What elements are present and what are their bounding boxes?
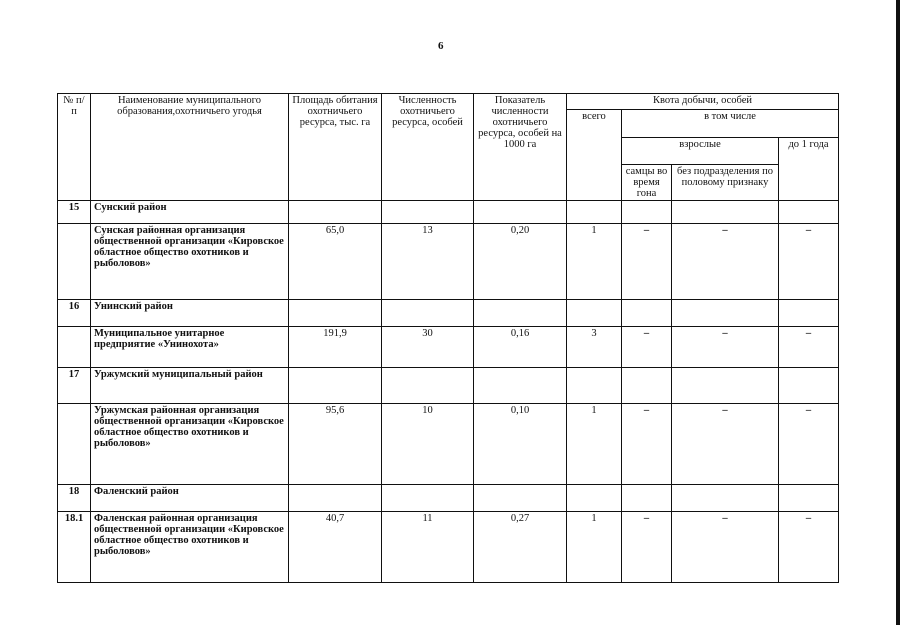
district-row [58, 201, 839, 224]
quota-under1-cell: – [779, 327, 839, 368]
quota-under1-cell: – [779, 404, 839, 485]
header-nosex: без подразделения по половому признаку [672, 165, 779, 201]
header-total: всего [567, 110, 622, 201]
header-count: Численность охотничьего ресурса, особей [382, 94, 474, 201]
count-cell: 13 [382, 224, 474, 300]
quota-nosex-cell: – [672, 224, 779, 300]
count-cell [382, 300, 474, 327]
quota-under1-cell [779, 368, 839, 404]
district-name: Унинский район [91, 300, 289, 327]
quota-males-cell [622, 485, 672, 512]
table-row [58, 224, 839, 300]
area-cell [289, 368, 382, 404]
density-cell: 0,10 [474, 404, 567, 485]
table-row [58, 327, 839, 368]
quota-total-cell: 1 [567, 404, 622, 485]
district-row [58, 485, 839, 512]
header-males: самцы во время гона [622, 165, 672, 201]
quota-under1-cell [779, 485, 839, 512]
header-adults: взрослые [622, 137, 779, 165]
district-name: Уржумский муниципальный район [91, 368, 289, 404]
count-cell: 11 [382, 512, 474, 583]
district-row [58, 368, 839, 404]
header-quota: Квота добычи, особей [567, 94, 839, 110]
density-cell: 0,27 [474, 512, 567, 583]
row-number: 18 [58, 485, 91, 512]
area-cell [289, 300, 382, 327]
quota-under1-cell [779, 300, 839, 327]
row-number: 16 [58, 300, 91, 327]
area-cell: 40,7 [289, 512, 382, 583]
count-cell: 30 [382, 327, 474, 368]
quota-males-cell: – [622, 327, 672, 368]
density-cell: 0,16 [474, 327, 567, 368]
header-under1: до 1 года [779, 137, 839, 201]
quota-males-cell [622, 368, 672, 404]
quota-total-cell [567, 300, 622, 327]
organization-name: Сунская районная организация общественной организации «Кировское областное общество охотников и рыболовов» [91, 224, 289, 300]
count-cell [382, 368, 474, 404]
table-body [58, 201, 839, 583]
row-number [58, 224, 91, 300]
table-header-row-1 [58, 94, 839, 110]
row-number: 15 [58, 201, 91, 224]
organization-name: Уржумская районная организация общественной организации «Кировское областное общество охотников и рыболовов» [91, 404, 289, 485]
district-row [58, 300, 839, 327]
area-cell [289, 201, 382, 224]
density-cell: 0,20 [474, 224, 567, 300]
quota-males-cell: – [622, 224, 672, 300]
area-cell [289, 485, 382, 512]
scan-edge-border [896, 0, 900, 625]
count-cell: 10 [382, 404, 474, 485]
quota-total-cell: 1 [567, 224, 622, 300]
quota-nosex-cell [672, 485, 779, 512]
header-area: Площадь обитания охотничьего ресурса, тыс. га [289, 94, 382, 201]
row-number: 18.1 [58, 512, 91, 583]
density-cell [474, 368, 567, 404]
quota-males-cell [622, 201, 672, 224]
organization-name: Муниципальное унитарное предприятие «Унинохота» [91, 327, 289, 368]
table-row [58, 404, 839, 485]
quota-total-cell [567, 201, 622, 224]
quota-total-cell [567, 485, 622, 512]
quota-males-cell [622, 300, 672, 327]
district-name: Сунский район [91, 201, 289, 224]
quota-males-cell: – [622, 512, 672, 583]
header-num: № п/п [58, 94, 91, 201]
count-cell [382, 201, 474, 224]
quota-total-cell [567, 368, 622, 404]
quota-nosex-cell [672, 300, 779, 327]
area-cell: 191,9 [289, 327, 382, 368]
density-cell [474, 300, 567, 327]
organization-name: Фаленская районная организация общественной организации «Кировское областное общество охотников и рыболовов» [91, 512, 289, 583]
header-name: Наименование муниципального образования,охотничьего угодья [91, 94, 289, 201]
count-cell [382, 485, 474, 512]
quota-nosex-cell [672, 368, 779, 404]
quota-total-cell: 1 [567, 512, 622, 583]
district-name: Фаленский район [91, 485, 289, 512]
quota-under1-cell [779, 201, 839, 224]
area-cell: 65,0 [289, 224, 382, 300]
quota-nosex-cell: – [672, 404, 779, 485]
page-number: 6 [438, 40, 444, 52]
table-row [58, 512, 839, 583]
quota-males-cell: – [622, 404, 672, 485]
quota-total-cell: 3 [567, 327, 622, 368]
header-including: в том числе [622, 110, 839, 138]
row-number [58, 327, 91, 368]
density-cell [474, 201, 567, 224]
quota-table [57, 93, 839, 583]
header-density: Показатель численности охотничьего ресурса, особей на 1000 га [474, 94, 567, 201]
row-number: 17 [58, 368, 91, 404]
density-cell [474, 485, 567, 512]
quota-nosex-cell [672, 201, 779, 224]
row-number [58, 404, 91, 485]
area-cell: 95,6 [289, 404, 382, 485]
quota-under1-cell: – [779, 512, 839, 583]
quota-under1-cell: – [779, 224, 839, 300]
quota-nosex-cell: – [672, 512, 779, 583]
quota-nosex-cell: – [672, 327, 779, 368]
